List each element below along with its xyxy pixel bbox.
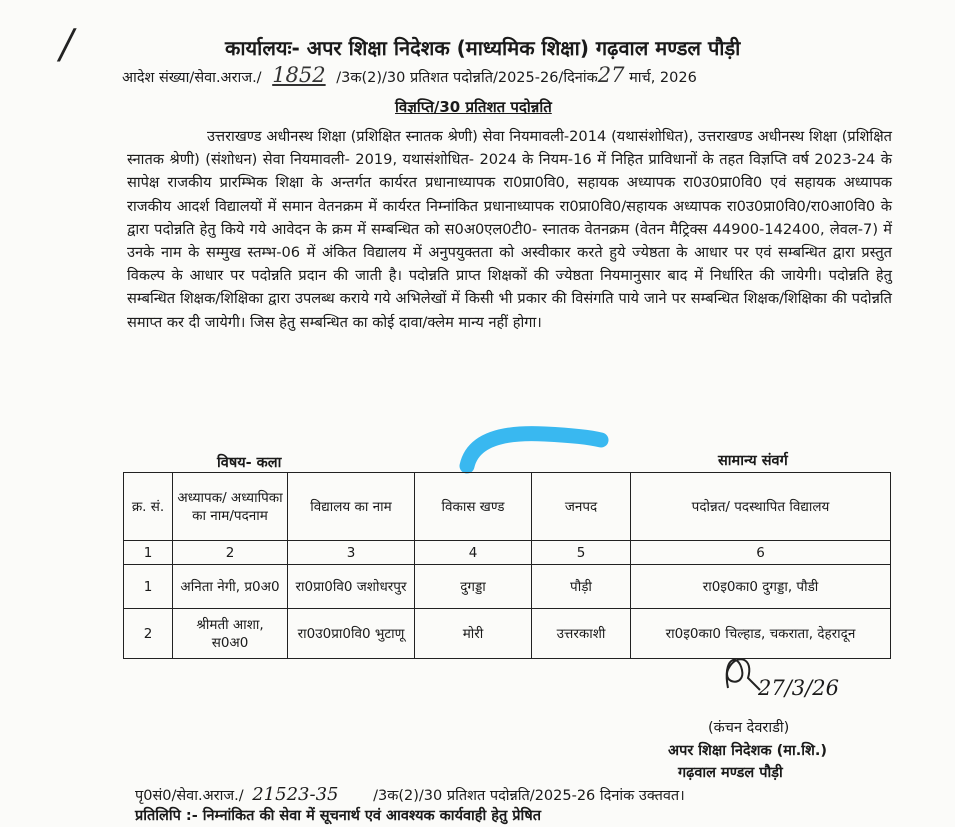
cell-posting: रा0इ0का0 दुगड्डा, पौडी [631,565,891,609]
cell-block: दुगड्डा [415,565,532,609]
signatory-name: (कंचन देवराडी) [708,720,790,736]
cell-teacher-name: श्रीमती आशा, स0अ0 [173,609,288,659]
cadre-label: सामान्य संवर्ग [718,453,788,469]
subject-label: विषय- कला [217,455,282,471]
reference-line [135,784,685,805]
table-header-row [124,473,891,541]
signatory-office: गढ़वाल मण्डल पौड़ी [678,765,783,781]
notice-heading: विज्ञप्ति/30 प्रतिशत पदोन्नति [395,98,552,116]
highlighter-stroke [455,418,615,478]
order-number: 1852 [272,63,326,87]
copy-line: प्रतिलिपि :- निम्नांकित की सेवा में सूचनार्थ एवं आवश्यक कार्यवाही हेतु प्रेषित [135,808,541,824]
cell-block: मोरी [415,609,532,659]
cell-district: पौड़ी [532,565,631,609]
ref-suffix: /3क(2)/30 प्रतिशत पदोन्नति/2025-26 दिनांक उक्तवत। [373,788,685,804]
col-number: 1 [124,541,173,565]
col-header-name: अध्यापक/ अध्यापिका का नाम/पदनाम [173,473,288,541]
notice-body: उत्तराखण्ड अधीनस्थ शिक्षा (प्रशिक्षित स्नातक श्रेणी) सेवा नियमावली-2014 (यथासंशोधित), उत्तराखण्ड अधीनस्थ शिक्षा (प्रशिक्षित स्नातक श्रेणी) (संशोधन) सेवा नियमावली- 2019, यथासंशोधित- 2024 के नियम-16 में निहित प्राविधानों के तहत विज्ञप्ति वर्ष 2023-24 के सापेक्ष राजकीय प्रारम्भिक शिक्षा के अन्तर्गत कार्यरत प्रधानाध्यापक रा0प्रा0वि0, सहायक अध्यापक रा0उ0प्रा0वि0 एवं सहायक अध्यापक राजकीय आदर्श विद्यालयों में समान वेतनक्रम में कार्यरत निम्नांकित प्रधानाध्यापक रा0प्रा0वि0/सहायक अध्यापक रा0उ0प्रा0वि0/रा0आ0वि0 के द्वारा पदोन्नति हेतु किये गये आवेदन के क्रम में सम्बन्धित को स0अ0एल0टी0- स्नातक वेतनक्रम (वेतन मैट्रिक्स 44900-142400, लेवल-7) में उनके नाम के सम्मुख स्तम्भ-06 में अंकित विद्यालय में अनुपयुक्तता को अस्वीकार करते हुये ज्येष्ठता के आधार पर एवं सम्बन्धित द्वारा प्रस्तुत विकल्प के आधार पर पदोन्नति प्रदान की जाती है। पदोन्नति प्राप्त शिक्षकों की ज्येष्ठता नियमानुसार बाद में निर्धारित की जायेगी। पदोन्नति हेतु सम्बन्धित शिक्षक/शिक्षिका द्वारा उपलब्ध कराये गये अभिलेखों में किसी भी प्रकार की विसंगति पाये जाने पर सम्बन्धित शिक्षक/शिक्षिका की पदोन्नति समाप्त कर दी जायेगी। जिस हेतु सम्बन्धित का कोई दावा/क्लेम मान्य नहीं होगा। [127,128,892,331]
col-header-block: विकास खण्ड [415,473,532,541]
col-number: 3 [288,541,415,565]
column-number-row [124,541,891,565]
cell-serial: 1 [124,565,173,609]
margin-slash-mark: / [60,22,74,68]
table-row [124,565,891,609]
col-number: 4 [415,541,532,565]
cell-serial: 2 [124,609,173,659]
col-header-serial: क्र. सं. [124,473,173,541]
cell-school: रा0प्रा0वि0 जशोधरपुर [288,565,415,609]
col-header-posting: पदोन्नत/ पदस्थापित विद्यालय [631,473,891,541]
order-line [122,63,697,87]
cell-posting: रा0इ0का0 चिल्हाड, चकराता, देहरादून [631,609,891,659]
cell-teacher-name: अनिता नेगी, प्र0अ0 [173,565,288,609]
table-row [124,609,891,659]
col-header-school: विद्यालय का नाम [288,473,415,541]
col-number: 6 [631,541,891,565]
promotion-table [123,472,891,659]
signatory-designation: अपर शिक्षा निदेशक (मा.शि.) [668,743,827,759]
col-number: 5 [532,541,631,565]
order-prefix: आदेश संख्या/सेवा.अराज./ [122,70,262,86]
cell-school: रा0उ0प्रा0वि0 भुटाणू [288,609,415,659]
signature-date: 27/3/26 [758,676,839,700]
order-date: मार्च, 2026 [629,70,697,86]
ref-prefix: पृ0सं0/सेवा.अराज./ [135,788,244,804]
office-title: कार्यालयः- अपर शिक्षा निदेशक (माध्यमिक शिक्षा) गढ़वाल मण्डल पौड़ी [225,36,741,60]
order-day: 27 [597,63,625,87]
order-middle: /3क(2)/30 प्रतिशत पदोन्नति/2025-26/दिनांक [336,70,598,86]
cell-district: उत्तरकाशी [532,609,631,659]
ref-number: 21523-35 [252,784,339,805]
col-header-district: जनपद [532,473,631,541]
col-number: 2 [173,541,288,565]
